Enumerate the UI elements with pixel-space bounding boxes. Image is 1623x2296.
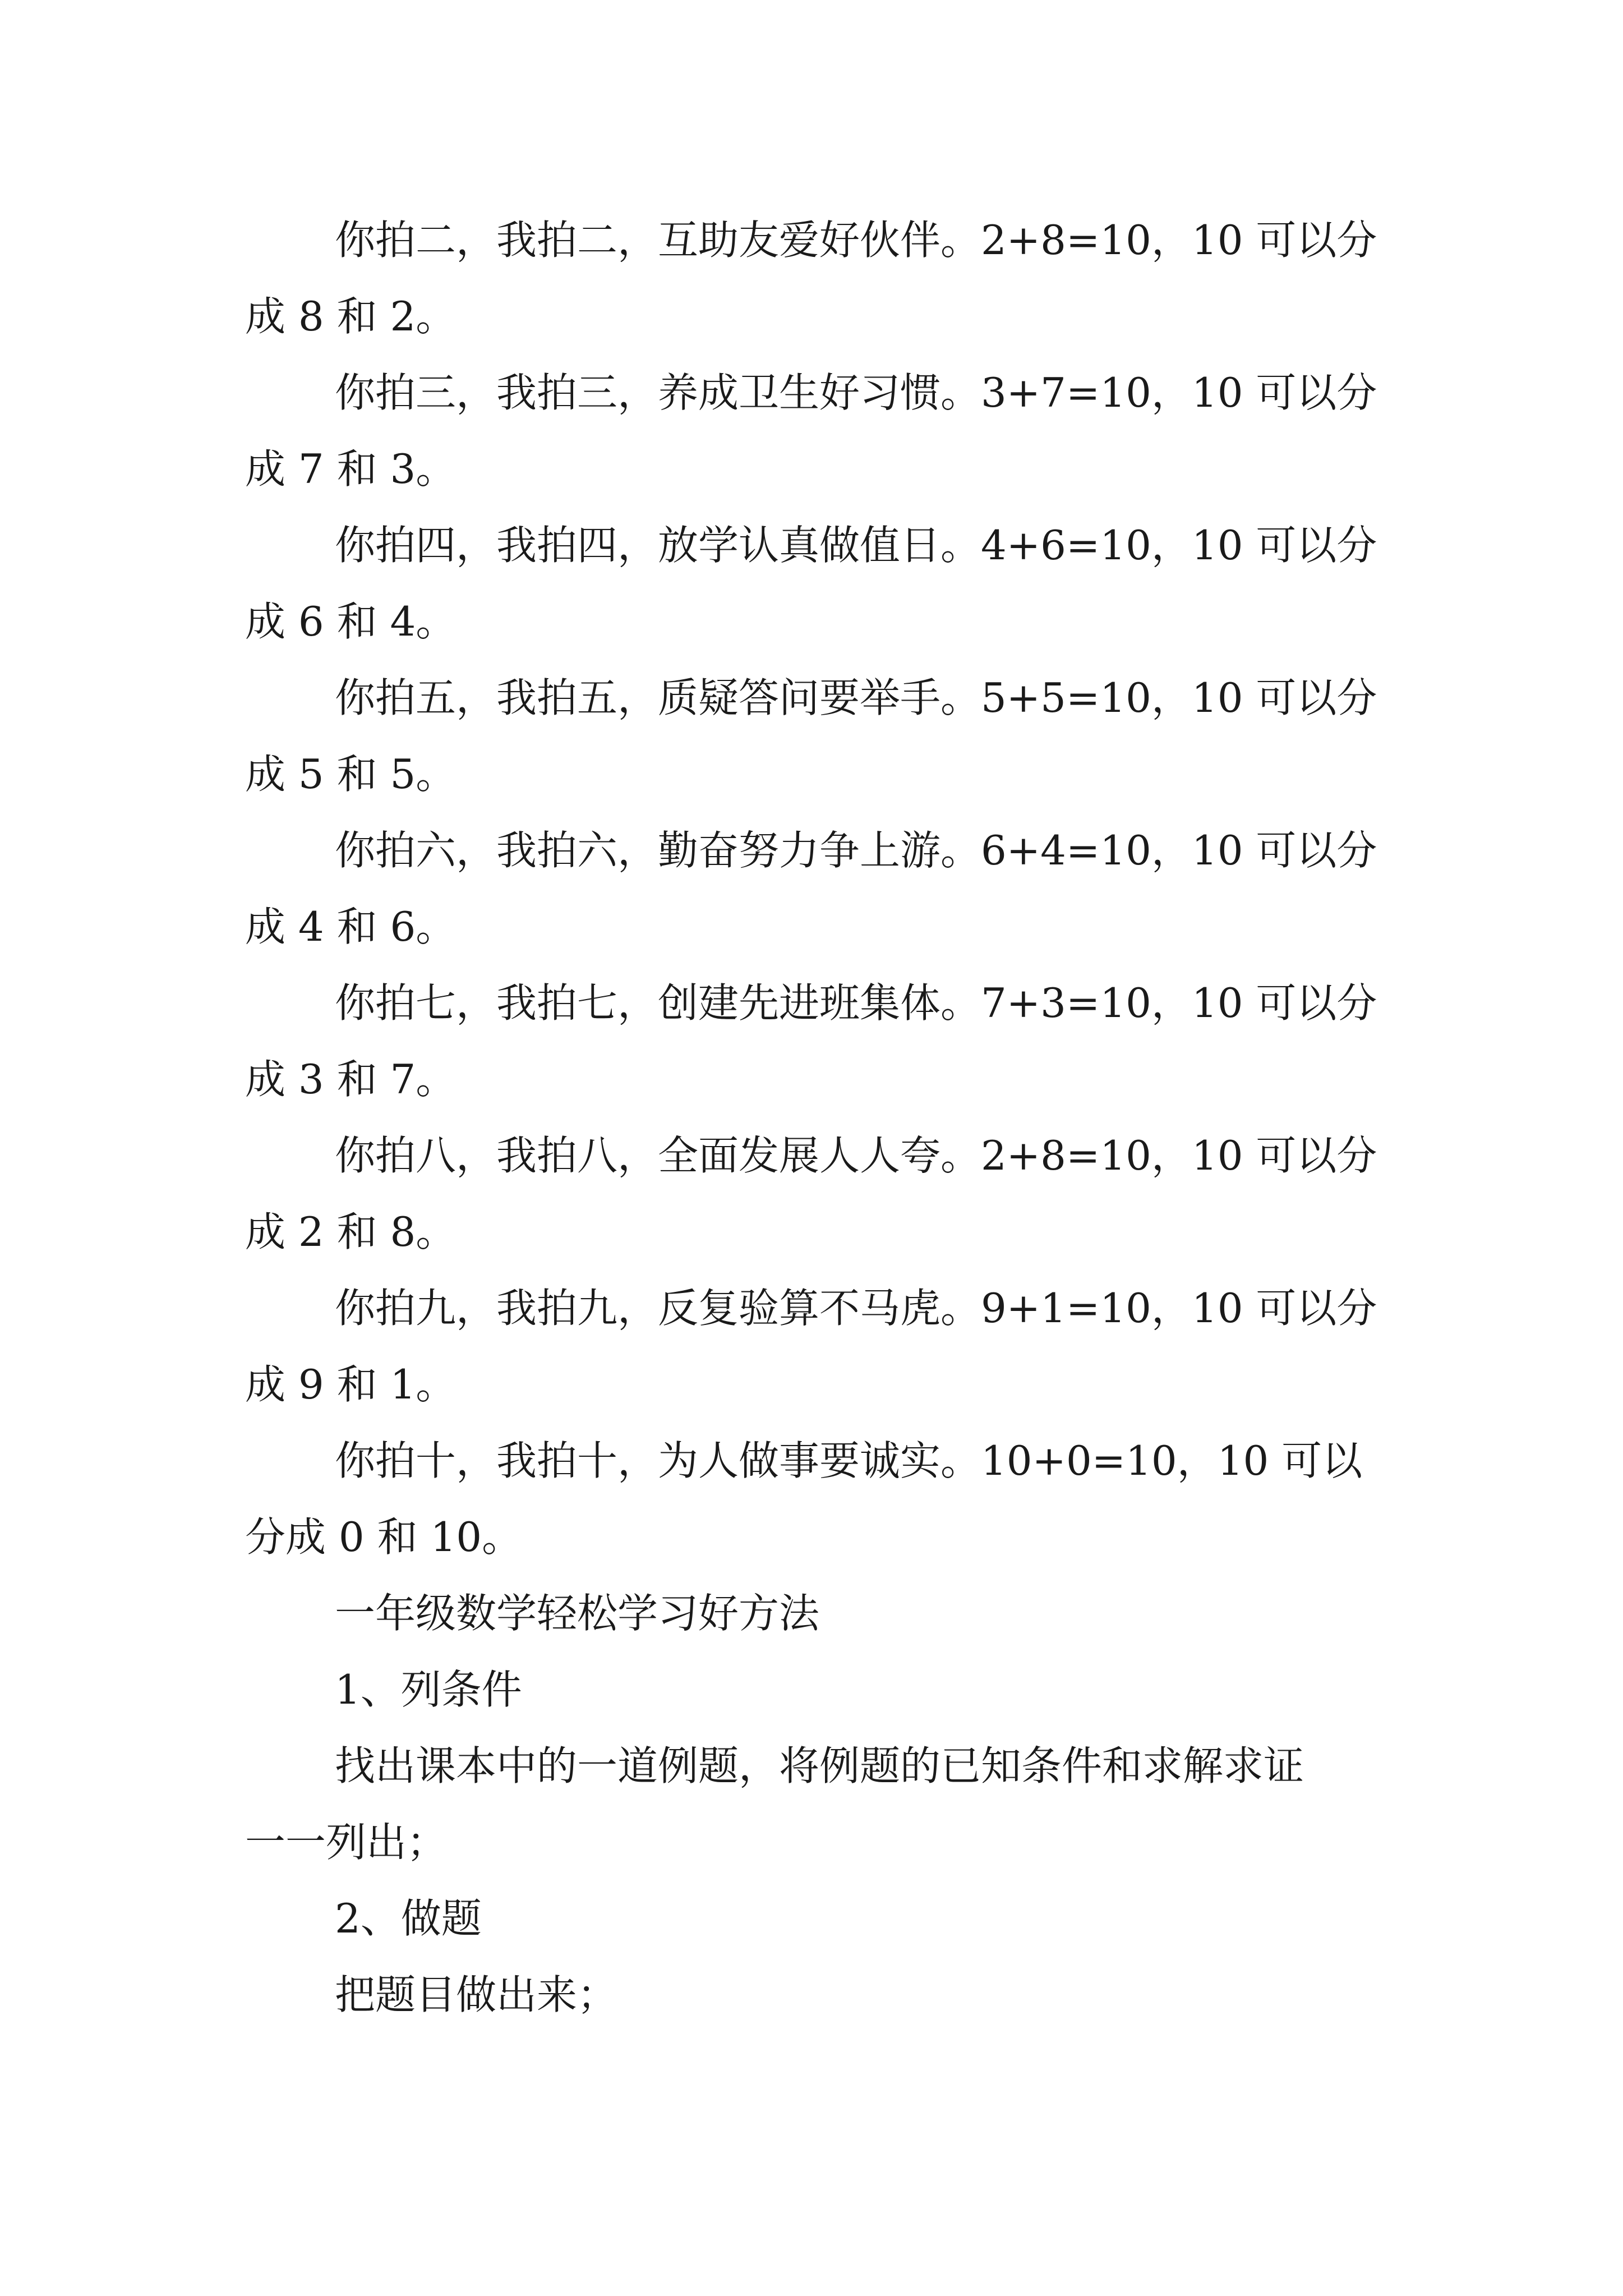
- clap-verse-7: [245, 965, 1378, 1117]
- verse-line: 成 9 和 1。: [245, 1361, 457, 1408]
- verse-line: 你拍十，我拍十，为人做事要诚实。10+0=10，10 可以: [335, 1437, 1363, 1484]
- verse-line: 成 6 和 4。: [245, 598, 457, 645]
- step-body-line: 一一列出；: [245, 1819, 448, 1866]
- step-1-heading: [245, 1651, 1378, 1728]
- section-title: [245, 1575, 1378, 1651]
- verse-line: 成 2 和 8。: [245, 1208, 457, 1255]
- verse-line: 成 8 和 2。: [245, 293, 457, 340]
- clap-verse-5: [245, 660, 1378, 812]
- verse-line: 你拍四，我拍四，放学认真做值日。4+6=10，10 可以分: [335, 522, 1377, 569]
- step-1-body: [245, 1728, 1378, 1880]
- verse-line: 你拍八，我拍八，全面发展人人夸。2+8=10，10 可以分: [335, 1132, 1377, 1179]
- step-heading-text: 1、列条件: [335, 1666, 522, 1713]
- verse-line: 你拍九，我拍九，反复验算不马虎。9+1=10，10 可以分: [335, 1285, 1377, 1332]
- step-heading-text: 2、做题: [335, 1895, 482, 1942]
- section-title-text: 一年级数学轻松学习好方法: [335, 1590, 820, 1637]
- verse-line: 你拍三，我拍三，养成卫生好习惯。3+7=10，10 可以分: [335, 369, 1377, 416]
- clap-verse-4: [245, 507, 1378, 660]
- step-body-line: 找出课本中的一道例题，将例题的已知条件和求解求证: [335, 1742, 1304, 1789]
- verse-line: 成 7 和 3。: [245, 445, 457, 493]
- verse-line: 成 4 和 6。: [245, 903, 457, 950]
- verse-line: 你拍五，我拍五，质疑答问要举手。5+5=10，10 可以分: [335, 674, 1377, 721]
- verse-line: 你拍二，我拍二，互助友爱好伙伴。2+8=10，10 可以分: [335, 217, 1377, 264]
- clap-verse-2: [245, 202, 1378, 355]
- clap-verse-10: [245, 1423, 1378, 1575]
- clap-verse-9: [245, 1270, 1378, 1423]
- document-body: [245, 202, 1378, 2033]
- verse-line: 分成 0 和 10。: [245, 1513, 523, 1561]
- step-2-heading: [245, 1880, 1378, 1957]
- clap-verse-3: [245, 355, 1378, 507]
- verse-line: 你拍七，我拍七，创建先进班集体。7+3=10，10 可以分: [335, 979, 1377, 1027]
- clap-verse-8: [245, 1117, 1378, 1270]
- verse-line: 你拍六，我拍六，勤奋努力争上游。6+4=10，10 可以分: [335, 827, 1377, 874]
- clap-verse-6: [245, 812, 1378, 965]
- step-2-body: [245, 1957, 1378, 2033]
- step-body-line: 把题目做出来；: [335, 1971, 618, 2018]
- verse-line: 成 5 和 5。: [245, 751, 457, 798]
- verse-line: 成 3 和 7。: [245, 1056, 457, 1103]
